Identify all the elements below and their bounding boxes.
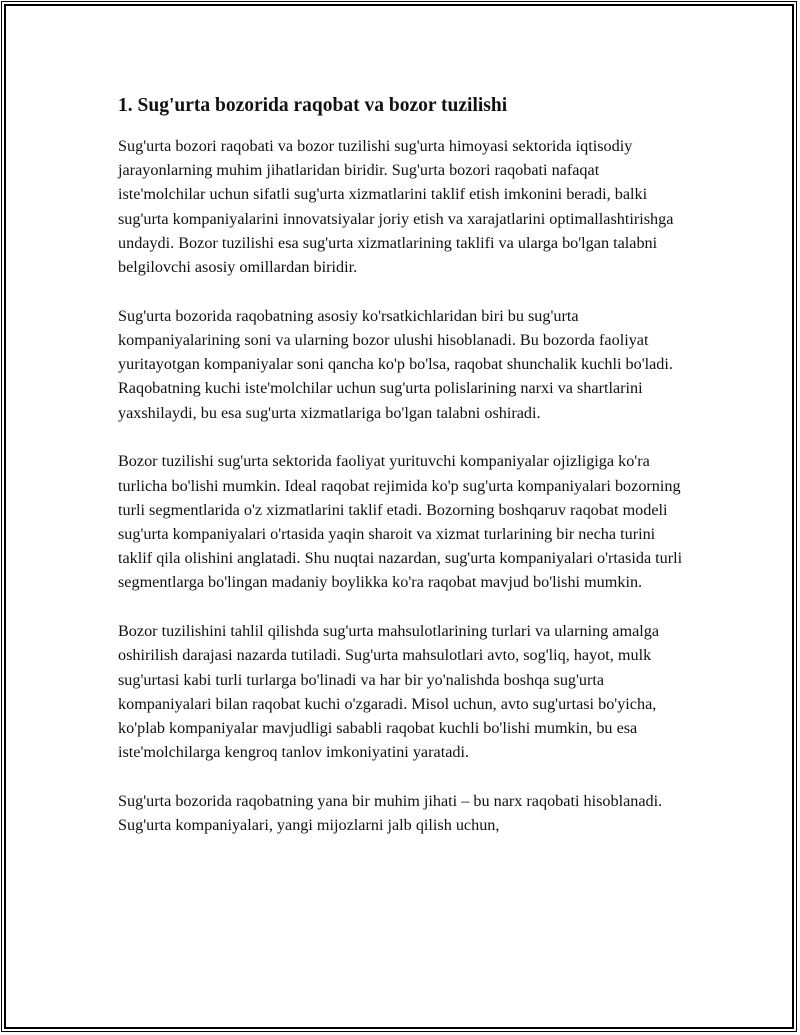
paragraph-2: Sug'urta bozorida raqobatning asosiy ko'rsatkichlaridan biri bu sug'urta kompaniyalarining soni va ularning bozor ulushi hisoblanadi. Bu bozorda faoliyat yuritayotgan kompaniyalar soni qancha ko'p bo'lsa, raqobat shunchalik kuchli bo'ladi. Raqobatning kuchi iste'molchilar uchun sug'urta polislarining narxi va shartlarini yaxshilaydi, bu esa sug'urta xizmatlariga bo'lgan talabni oshiradi. bbox=[118, 306, 673, 422]
document-body bbox=[118, 92, 686, 862]
section-title: 1. Sug'urta bozorida raqobat va bozor tuzilishi bbox=[118, 95, 508, 116]
paragraph-5: Sug'urta bozorida raqobatning yana bir muhim jihati – bu narx raqobati hisoblanadi. Sug'urta kompaniyalari, yangi mijozlarni jalb qilish uchun, bbox=[118, 792, 663, 835]
paragraph-1: Sug'urta bozori raqobati va bozor tuzilishi sug'urta himoyasi sektorida iqtisodiy jarayonlarning muhim jihatlaridan biridir. Sug'urta bozori raqobati nafaqat iste'molchilar uchun sifatli sug'urta xizmatlarini taklif etish imkonini beradi, balki sug'urta kompaniyalarini innovatsiyalar joriy etish va xarajatlarini optimallashtirishga undaydi. Bozor tuzilishi esa sug'urta xizmatlarining taklifi va ularga bo'lgan talabni belgilovchi asosiy omillardan biridir. bbox=[118, 137, 674, 277]
paragraph-3: Bozor tuzilishi sug'urta sektorida faoliyat yurituvchi kompaniyalar ojizligiga ko'ra turlicha bo'lishi mumkin. Ideal raqobat rejimida ko'p sug'urta kompaniyalari bozorning turli segmentlarida o'z xizmatlarini taklif etadi. Bozorning boshqaruv raqobat modeli sug'urta kompaniyalari o'rtasida yaqin sharoit va xizmat turlarining bir necha turini taklif qila olishini anglatadi. Shu nuqtai nazardan, sug'urta kompaniyalari o'rtasida turli segmentlarga bo'lingan madaniy boylikka ko'ra raqobat mavjud bo'lishi mumkin. bbox=[118, 452, 683, 592]
paragraph-4: Bozor tuzilishini tahlil qilishda sug'urta mahsulotlarining turlari va ularning amalga oshirilish darajasi nazarda tutiladi. Sug'urta mahsulotlari avto, sog'liq, hayot, mulk sug'urtasi kabi turli turlarga bo'linadi va har bir yo'nalishda boshqa sug'urta kompaniyalari bilan raqobat kuchi o'zgaradi. Misol uchun, avto sug'urtasi bo'yicha, ko'plab kompaniyalar mavjudligi sababli raqobat kuchli bo'lishi mumkin, bu esa iste'molchilarga kengroq tanlov imkoniyatini yaratadi. bbox=[118, 622, 660, 762]
